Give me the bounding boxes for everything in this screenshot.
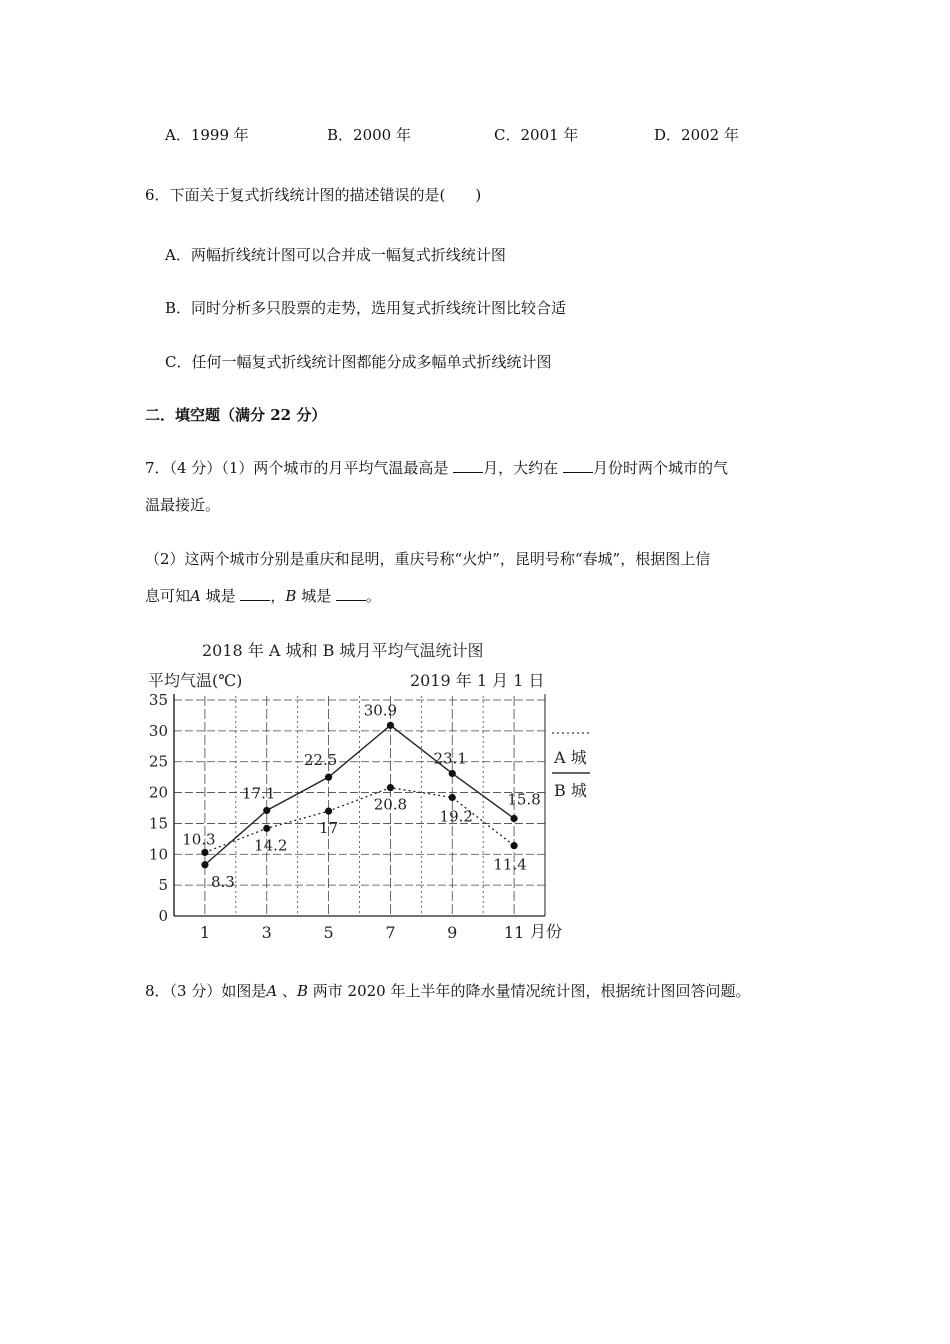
x-tick-label: 11	[503, 923, 525, 942]
q5-option-a: A．1999 年	[165, 126, 249, 144]
data-label: 17.1	[242, 784, 276, 803]
data-point	[263, 825, 270, 832]
chart-title: 2018 年 A 城和 B 城月平均气温统计图	[202, 641, 484, 660]
q7-p2-text-a: 息可知	[145, 587, 191, 605]
x-tick-label: 7	[385, 923, 396, 942]
temperature-line-chart	[140, 632, 610, 944]
answer-blank-3[interactable]	[240, 586, 270, 601]
y-tick-label: 15	[148, 814, 168, 833]
data-label: 30.9	[363, 701, 398, 720]
data-label: 19.2	[439, 807, 473, 826]
q7-line-1	[145, 457, 728, 478]
answer-blank-4[interactable]	[336, 586, 366, 601]
q7-part2-line-2	[145, 585, 381, 606]
section-title: 二．填空题（满分 22 分）	[145, 406, 327, 424]
data-label: 10.3	[182, 830, 216, 849]
y-tick-label: 35	[148, 691, 168, 709]
data-point	[510, 842, 517, 849]
y-tick-label: 30	[148, 721, 168, 740]
data-label: 22.5	[303, 751, 338, 770]
x-tick-label: 9	[447, 923, 458, 942]
q7-p2-text-d: 城是	[296, 587, 336, 605]
q7-p2-text-e: 。	[366, 587, 382, 605]
q8-var-a: A	[266, 982, 278, 1000]
data-label: 20.8	[373, 795, 408, 814]
y-tick-label: 5	[158, 876, 168, 895]
data-point	[449, 770, 456, 777]
data-label: 17	[319, 819, 339, 838]
data-label: 8.3	[210, 872, 235, 891]
data-point	[263, 807, 270, 814]
y-tick-label: 10	[148, 845, 168, 864]
x-tick-label: 3	[261, 923, 272, 942]
data-label: 14.2	[254, 836, 288, 855]
data-point	[510, 815, 517, 822]
var-b: B	[285, 587, 297, 605]
q5-option-b: B．2000 年	[327, 126, 411, 144]
q7-text-c: 月份时两个城市的气	[592, 459, 728, 477]
q8-var-b: B	[296, 982, 309, 1000]
data-label: 11.4	[493, 855, 527, 874]
y-tick-label: 20	[148, 783, 168, 802]
q5-option-c: C．2001 年	[494, 126, 579, 144]
answer-blank-2[interactable]	[563, 458, 593, 473]
chart-xlabel: 月份	[530, 922, 563, 941]
q8-stem	[145, 980, 751, 1001]
var-a: A	[190, 587, 201, 605]
q6-option-a: A．两幅折线统计图可以合并成一幅复式折线统计图	[165, 246, 506, 264]
chart-date: 2019 年 1 月 1 日	[410, 671, 545, 690]
answer-blank-1[interactable]	[453, 458, 483, 473]
q6-option-b: B．同时分析多只股票的走势，选用复式折线统计图比较合适	[165, 299, 567, 317]
x-tick-label: 5	[323, 923, 334, 942]
q7-part2-line-1: （2）这两个城市分别是重庆和昆明，重庆号称“火炉”，昆明号称“春城”，根据图上信	[145, 550, 711, 568]
data-point	[325, 774, 332, 781]
data-label: 15.8	[507, 790, 541, 809]
chart-ylabel: 平均气温(℃)	[148, 671, 243, 690]
data-point	[325, 807, 332, 814]
data-point	[387, 784, 394, 791]
q5-option-d: D．2002 年	[654, 126, 739, 144]
y-tick-label: 25	[148, 752, 168, 771]
q7-p2-text-b: 城是	[200, 587, 241, 605]
legend-label-a: A 城	[554, 748, 587, 767]
q7-text-b: 月，大约在	[483, 459, 563, 477]
q7-text-a: 7．（4 分）（1）两个城市的月平均气温最高是	[145, 459, 454, 477]
q6-stem: 6．下面关于复式折线统计图的描述错误的是( )	[145, 186, 482, 204]
q8-text-a: 8．（3 分）如图是	[145, 982, 267, 1000]
chart-legend	[552, 733, 590, 800]
data-point	[201, 849, 208, 856]
q7-line-2: 温最接近。	[145, 496, 221, 514]
data-point	[387, 722, 394, 729]
legend-label-b: B 城	[554, 781, 587, 800]
q6-option-c: C．任何一幅复式折线统计图都能分成多幅单式折线统计图	[165, 353, 552, 371]
y-tick-label: 0	[158, 907, 168, 925]
q8-text-b: 、	[277, 982, 297, 1000]
data-point	[449, 794, 456, 801]
q7-p2-text-c: ，	[270, 587, 286, 605]
q8-text-c: 两市 2020 年上半年的降水量情况统计图，根据统计图回答问题。	[308, 982, 751, 1000]
data-label: 23.1	[433, 749, 467, 768]
data-point	[201, 861, 208, 868]
x-tick-label: 1	[199, 923, 211, 942]
